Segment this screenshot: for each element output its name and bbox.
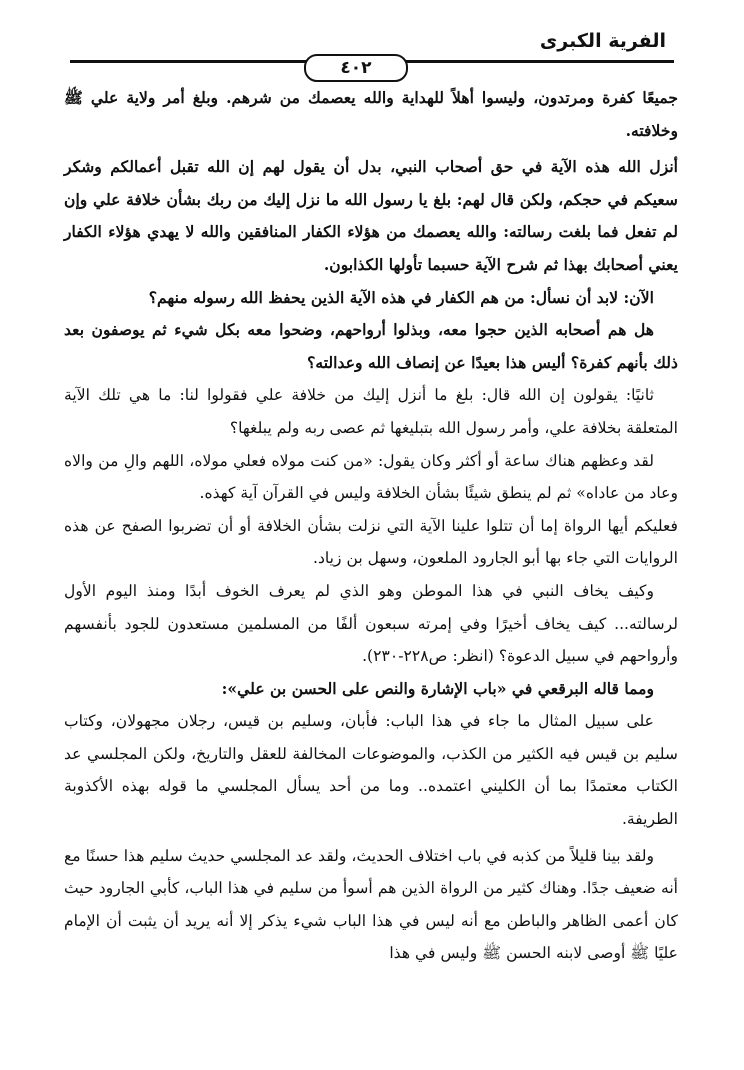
paragraph: وكيف يخاف النبي في هذا الموطن وهو الذي لم يعرف الخوف أبدًا ومنذ اليوم الأول لرسالته... كيف يخاف أخيرًا وفي إمرته سبعون ألفًا من المسلمين مستعدون للجود بأنفسهم وأرواحهم في سبيل الدعوة؟ (انظر: ص٢٢٨-٢٣٠). bbox=[64, 581, 678, 666]
body-text bbox=[64, 82, 678, 970]
paragraph: ثانيًا: يقولون إن الله قال: بلغ ما أنزل إليك من خلافة علي فقولوا لنا: ما هي تلك الآية المتعلقة بخلافة علي، وأمر رسول الله بتبليغها ثم عصى ربه ولم يبلغها؟ bbox=[64, 386, 678, 437]
paragraph: فعليكم أيها الرواة إما أن تتلوا علينا الآية التي نزلت بشأن الخلافة أو أن تضربوا الصفح عن هذه الروايات التي جاء بها أبو الجارود الملعون، وسهل بن زياد. bbox=[64, 516, 678, 568]
running-title: الفرية الكبرى bbox=[539, 30, 666, 52]
paragraph: ولقد بينا قليلاً من كذبه في باب اختلاف الحديث، ولقد عد المجلسي حديث سليم هذا حسنًا مع أنه ضعيف جدًا. وهناك كثير من الرواة الذين هم أسوأ من سليم في هذا الباب، كأبي الجارود حيث كان أعمى الظاهر والباطن مع أنه ليس في هذا الباب شيء يذكر إلا أنه يريد أن يثبت أن الإمام عليًا ﷺ أوصى لابنه الحسن ﷺ وليس في هذا bbox=[64, 846, 678, 963]
paragraph: أنزل الله هذه الآية في حق أصحاب النبي، بدل أن يقول لهم إن الله تقبل أعمالكم وشكر سعيكم في حجكم، ولكن قال لهم: بلغ يا رسول الله ما نزل إليك من ربك بشأن خلافة علي وإن لم تفعل فما بلغت رسالته: والله يعصمك من هؤلاء الكفار المنافقين والله لا يهدي هؤلاء الكفار يعني أصحابك بهذا ثم شرح الآية حسبما تأولها الكذابون. bbox=[64, 157, 678, 274]
paragraph: لقد وعظهم هناك ساعة أو أكثر وكان يقول: «من كنت مولاه فعلي مولاه، اللهم والِ من والاه وعاد من عاداه» ثم لم ينطق شيئًا بشأن الخلافة وليس في القرآن آية كهذه. bbox=[64, 451, 678, 503]
paragraph: هل هم أصحابه الذين حجوا معه، وبذلوا أرواحهم، وضحوا معه بكل شيء ثم يوصفون بعد ذلك بأنهم كفرة؟ أليس هذا بعيدًا عن إنصاف الله وعدالته؟ bbox=[64, 320, 678, 372]
page-number: ٤٠٢ bbox=[304, 54, 408, 82]
paragraph: على سبيل المثال ما جاء في هذا الباب: فأبان، وسليم بن قيس، رجلان مجهولان، وكتاب سليم بن قيس فيه الكثير من الكذب، والموضوعات المخالفة للعقل والتاريخ، ولكن المجلسي عد الكتاب معتمدًا بما أن الكليني اعتمده.. وما من أحد يسأل المجلسي ما قوله بهذه الأكذوبة الطريفة. bbox=[64, 712, 678, 829]
paragraph: جميعًا كفرة ومرتدون، وليسوا أهلاً للهداية والله يعصمك من شرهم. وبلغ أمر ولاية علي ﷺ وخلافته. bbox=[64, 88, 678, 140]
paragraph: الآن: لابد أن نسأل: من هم الكفار في هذه الآية الذين يحفظ الله رسوله منهم؟ bbox=[148, 287, 654, 307]
section-heading: ومما قاله البرقعي في «باب الإشارة والنص على الحسن بن علي»: bbox=[221, 678, 654, 698]
